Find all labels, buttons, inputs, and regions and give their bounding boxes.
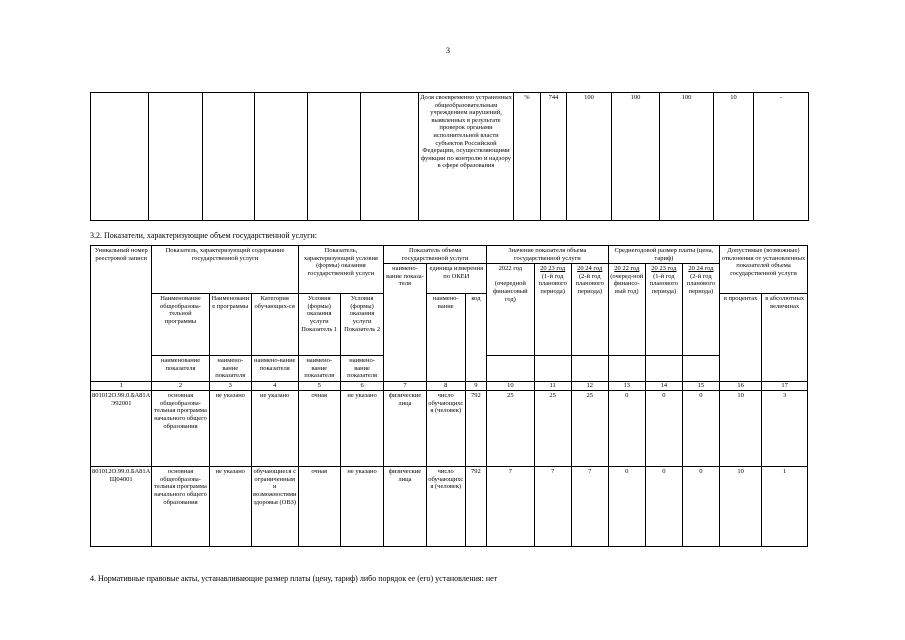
table-row: [91, 467, 808, 547]
col-number: 15: [682, 382, 719, 391]
row-id: 801012О.99.0.БА81АЩ04001: [91, 467, 152, 547]
header-content: Показатель, характеризующий содержание государственной услуги: [152, 246, 298, 294]
row-dev-abs: 1: [762, 467, 808, 547]
cell-empty: [534, 356, 571, 382]
row-p3: 0: [682, 467, 719, 547]
quality-v2022: 100: [567, 93, 612, 221]
cell-empty: [682, 356, 719, 382]
row-dev-pct: 10: [719, 391, 761, 467]
header-category: Категория обучающих-ся: [251, 294, 298, 356]
cell-empty: [361, 93, 419, 221]
row-program-name: не указано: [209, 391, 251, 467]
header-program-name: Наименование программы: [209, 294, 251, 356]
col-number: 5: [298, 382, 340, 391]
header-y2024: 20 24 год (2-й год планового периода): [571, 264, 608, 356]
header-y2022: 2022 год (очередной финансовый год): [487, 264, 535, 356]
col-number: 3: [209, 382, 251, 391]
header-conditions: Показатель, характеризующий условия (формы) оказания государственной услуги: [298, 246, 384, 294]
cell-empty: [255, 93, 308, 221]
quality-unit: %: [514, 93, 541, 221]
row-v2: 7: [534, 467, 571, 547]
row-unit: число обучающихся (человек): [426, 467, 465, 547]
row-p2: 0: [645, 391, 682, 467]
cell-empty: [571, 356, 608, 382]
header-y2023: 20 23 год (1-й год планового периода): [534, 264, 571, 356]
header-unique-id: Уникальный номер реестровой записи: [91, 246, 152, 382]
row-p1: 0: [608, 467, 645, 547]
row-form: очная: [298, 391, 340, 467]
quality-indicator-table: [90, 92, 809, 221]
row-p3: 0: [682, 391, 719, 467]
row-p2: 0: [645, 467, 682, 547]
row-v1: 7: [487, 467, 535, 547]
col-number: 8: [426, 382, 465, 391]
row-p1: 0: [608, 391, 645, 467]
row-category: обучающиеся с ограниченными возможностями здоровья (ОВЗ): [251, 467, 298, 547]
header-c2b: наименование показателя: [152, 356, 209, 382]
row-dev-abs: 3: [762, 391, 808, 467]
header-p2024: 20 24 год (2-й год планового периода): [682, 264, 719, 356]
row-id: 801012О.99.0.БА81АЭ92001: [91, 391, 152, 467]
col-number: 7: [384, 382, 426, 391]
page-number: 3: [446, 46, 450, 55]
header-volume: Показатель объема государственной услуги: [384, 246, 487, 264]
section-3-2-title: 3.2. Показатели, характеризующие объем государственной услуги:: [90, 231, 317, 240]
header-c4b: наимено-вание показателя: [251, 356, 298, 382]
header-in-abs: в абсолютных величинах: [762, 294, 808, 382]
row-v2: 25: [534, 391, 571, 467]
col-number: 11: [534, 382, 571, 391]
col-number: 6: [340, 382, 383, 391]
header-cond1: Условия (формы) оказания услуги Показатель 1: [298, 294, 340, 356]
header-unit-code: код: [465, 294, 486, 382]
row-program-name: не указано: [209, 467, 251, 547]
table-row: [91, 391, 808, 467]
row-unit: число обучающихся (человек): [426, 391, 465, 467]
cell-empty: [608, 356, 645, 382]
header-program: Наименование общеобразова-тельной программы: [152, 294, 209, 356]
cell-empty: [91, 93, 149, 221]
cell-empty: [308, 93, 361, 221]
header-c5b: наимено-вание показателя: [298, 356, 340, 382]
header-p2023: 20 23 год (1-й год планового периода): [645, 264, 682, 356]
volume-indicator-table: [90, 245, 808, 547]
col-number: 17: [762, 382, 808, 391]
col-number: 10: [487, 382, 535, 391]
header-in-pct: в процентах: [719, 294, 761, 382]
header-price: Среднегодовой размер платы (цена, тариф): [608, 246, 719, 264]
header-cond2: Условия (формы) оказания услуги Показатель 2: [340, 294, 383, 356]
row-code: 792: [465, 467, 486, 547]
quality-dev-abs: -: [754, 93, 809, 221]
row-v3: 7: [571, 467, 608, 547]
cell-empty: [487, 356, 535, 382]
cell-empty: [203, 93, 255, 221]
row-cond2: не указано: [340, 467, 383, 547]
header-c3b: наимено-вание показателя: [209, 356, 251, 382]
row-v1: 25: [487, 391, 535, 467]
row-cond2: не указано: [340, 391, 383, 467]
row-indicator: физические лица: [384, 391, 426, 467]
header-deviation: Допустимые (возможные) отклонения от установленных показателей объема государственной услуги: [719, 246, 807, 294]
col-number: 13: [608, 382, 645, 391]
row-v3: 25: [571, 391, 608, 467]
header-p2022: 20 22 год (очеред-ной финансо-вый год): [608, 264, 645, 356]
quality-code: 744: [541, 93, 567, 221]
section-4-text: 4. Нормативные правовые акты, устанавливающие размер платы (цену, тариф) либо порядок ее (его) установления: нет: [90, 574, 498, 583]
col-number: 9: [465, 382, 486, 391]
quality-v2023: 100: [612, 93, 660, 221]
quality-v2024: 100: [660, 93, 714, 221]
quality-indicator-name: Доля своевременно устраненных общеобразовательным учреждением нарушений, выявленных в результате проверок органами исполнительной власти субъектов Российской Федерации, осуществляющими функции по контролю и надзору в сфере образования: [419, 93, 514, 221]
cell-empty: [149, 93, 203, 221]
row-indicator: физические лица: [384, 467, 426, 547]
row-category: не указано: [251, 391, 298, 467]
row-code: 792: [465, 391, 486, 467]
row-program: основная общеобразова-тельная программа начального общего образования: [152, 391, 209, 467]
col-number: 4: [251, 382, 298, 391]
col-number: 12: [571, 382, 608, 391]
col-number: 14: [645, 382, 682, 391]
header-name-col: наимено-вание показа-теля: [384, 264, 426, 382]
col-number: 1: [91, 382, 152, 391]
header-unit-okei: единица измерения по ОКЕИ: [426, 264, 486, 294]
row-dev-pct: 10: [719, 467, 761, 547]
header-c6b: наимено-вание показателя: [340, 356, 383, 382]
row-form: очная: [298, 467, 340, 547]
col-number: 2: [152, 382, 209, 391]
row-program: основная общеобразова-тельная программа начального общего образования: [152, 467, 209, 547]
header-value: Значение показателя объема государственной услуги: [487, 246, 609, 264]
col-number: 16: [719, 382, 761, 391]
header-unit-name: наимено-вание: [426, 294, 465, 382]
quality-dev-pct: 10: [714, 93, 754, 221]
cell-empty: [645, 356, 682, 382]
